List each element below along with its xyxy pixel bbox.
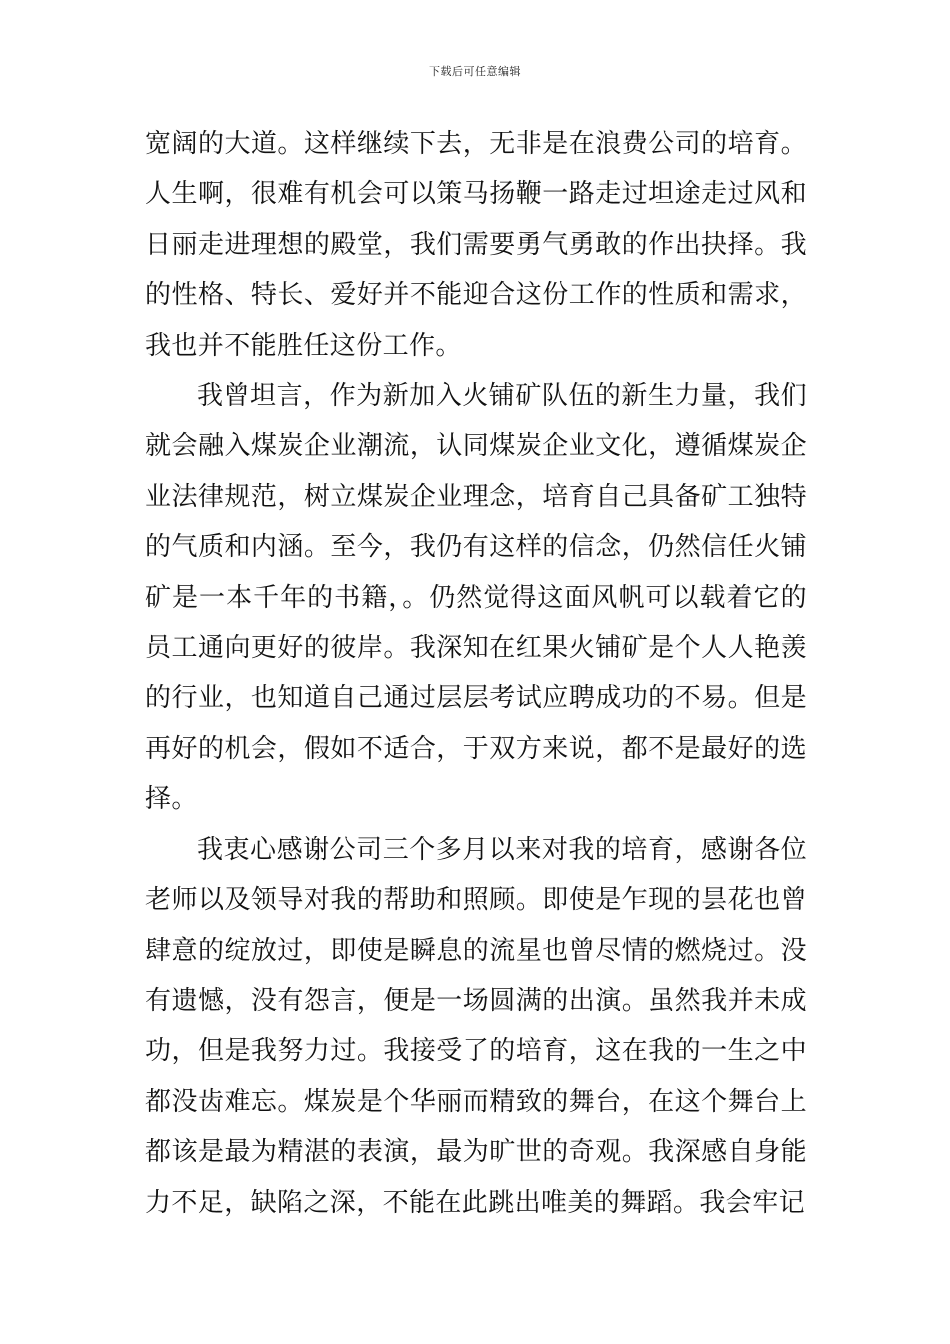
document-body bbox=[145, 119, 807, 1228]
paragraph-2: 我曾坦言，作为新加入火铺矿队伍的新生力量，我们就会融入煤炭企业潮流，认同煤炭企业文化，遵循煤炭企业法律规范，树立煤炭企业理念，培育自己具备矿工独特的气质和内涵。至今，我仍有这样的信念，仍然信任火铺矿是一本千年的书籍，。仍然觉得这面风帆可以载着它的员工通向更好的彼岸。我深知在红果火铺矿是个人人艳羡的行业，也知道自己通过层层考试应聘成功的不易。但是再好的机会，假如不适合，于双方来说，都不是最好的选择。 bbox=[145, 381, 807, 815]
page-header: 下载后可任意编辑 bbox=[429, 65, 521, 78]
paragraph-3: 我衷心感谢公司三个多月以来对我的培育，感谢各位老师以及领导对我的帮助和照顾。即使是乍现的昙花也曾肆意的绽放过，即使是瞬息的流星也曾尽情的燃烧过。没有遗憾，没有怨言，便是一场圆满的出演。虽然我并未成功，但是我努力过。我接受了的培育，这在我的一生之中都没齿难忘。煤炭是个华丽而精致的舞台，在这个舞台上都该是最为精湛的表演，最为旷世的奇观。我深感自身能力不足，缺陷之深，不能在此跳出唯美的舞蹈。我会牢记 bbox=[145, 834, 807, 1218]
paragraph-1: 宽阔的大道。这样继续下去，无非是在浪费公司的培育。人生啊，很难有机会可以策马扬鞭一路走过坦途走过风和日丽走进理想的殿堂，我们需要勇气勇敢的作出抉择。我的性格、特长、爱好并不能迎合这份工作的性质和需求，我也并不能胜任这份工作。 bbox=[145, 129, 807, 361]
